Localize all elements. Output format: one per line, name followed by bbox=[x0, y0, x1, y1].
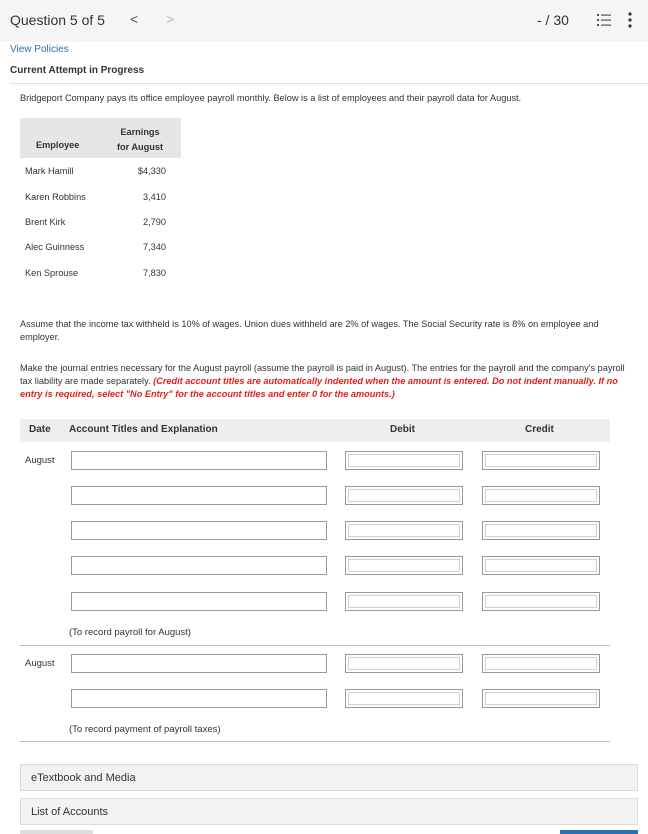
input-inner-border bbox=[348, 559, 460, 572]
input-inner-border bbox=[348, 595, 460, 608]
account-title-input[interactable] bbox=[71, 556, 327, 575]
previous-question-button[interactable]: < bbox=[130, 11, 139, 27]
question-list-icon[interactable] bbox=[597, 13, 611, 27]
entry2-date: August bbox=[25, 658, 55, 669]
account-title-input[interactable] bbox=[71, 486, 327, 505]
input-inner-border bbox=[485, 454, 597, 467]
debit-amount-input[interactable] bbox=[345, 521, 463, 540]
input-inner-border bbox=[485, 595, 597, 608]
credit-column-header: Credit bbox=[525, 424, 554, 435]
input-inner-border bbox=[485, 489, 597, 502]
question-title: Question 5 of 5 bbox=[10, 12, 105, 28]
account-title-input[interactable] bbox=[71, 689, 327, 708]
account-title-input[interactable] bbox=[71, 521, 327, 540]
journal-table-header bbox=[20, 419, 610, 442]
bottom-button-right[interactable] bbox=[560, 830, 638, 834]
debit-amount-input[interactable] bbox=[345, 592, 463, 611]
etextbook-label: eTextbook and Media bbox=[31, 772, 136, 784]
etextbook-panel[interactable] bbox=[20, 764, 638, 791]
account-title-input[interactable] bbox=[71, 592, 327, 611]
credit-amount-input[interactable] bbox=[482, 486, 600, 505]
problem-intro: Bridgeport Company pays its office employee payroll monthly. Below is a list of employees and their payroll data for August. bbox=[20, 93, 522, 103]
entry1-explanation: (To record payroll for August) bbox=[69, 627, 191, 638]
header-divider bbox=[10, 83, 648, 84]
credit-amount-input[interactable] bbox=[482, 521, 600, 540]
credit-amount-input[interactable] bbox=[482, 654, 600, 673]
credit-amount-input[interactable] bbox=[482, 689, 600, 708]
account-title-input[interactable] bbox=[71, 654, 327, 673]
input-inner-border bbox=[485, 657, 597, 670]
assumptions-text: Assume that the income tax withheld is 10% of wages. Union dues withheld are 2% of wages. The Social Security rate is 8% on employee and employer. bbox=[20, 319, 599, 342]
employee-earnings: 2,790 bbox=[143, 217, 166, 227]
entry2-explanation: (To record payment of payroll taxes) bbox=[69, 724, 221, 735]
employee-column-header: Employee bbox=[36, 140, 80, 150]
input-inner-border bbox=[348, 692, 460, 705]
input-inner-border bbox=[348, 489, 460, 502]
debit-amount-input[interactable] bbox=[345, 556, 463, 575]
input-inner-border bbox=[348, 657, 460, 670]
input-inner-border bbox=[485, 559, 597, 572]
employee-earnings: 3,410 bbox=[143, 192, 166, 202]
date-column-header: Date bbox=[29, 424, 51, 435]
employee-name: Ken Sprouse bbox=[25, 268, 79, 278]
account-column-header: Account Titles and Explanation bbox=[69, 424, 218, 435]
earnings-column-header: Earnings for August bbox=[116, 127, 164, 152]
instructions-warning: (Credit account titles are automatically indented when the amount is entered. Do not indent manually. If no entry is required, select "No Entry" for the account titles and enter 0 for the amounts.) bbox=[20, 376, 618, 399]
entry1-date: August bbox=[25, 455, 55, 466]
input-inner-border bbox=[485, 692, 597, 705]
entry-separator bbox=[20, 741, 610, 742]
employee-name: Mark Hamill bbox=[25, 166, 74, 176]
credit-amount-input[interactable] bbox=[482, 556, 600, 575]
more-options-icon[interactable] bbox=[627, 12, 633, 28]
debit-amount-input[interactable] bbox=[345, 689, 463, 708]
attempt-status: Current Attempt in Progress bbox=[10, 65, 145, 76]
employee-name: Karen Robbins bbox=[25, 192, 86, 202]
instructions-main: Make the journal entries necessary for the August payroll (assume the payroll is paid in August). The entries for the payroll and the company's payroll tax liability are made separately. bbox=[20, 363, 625, 386]
entry-separator bbox=[20, 645, 610, 646]
instructions-text bbox=[20, 362, 630, 401]
debit-amount-input[interactable] bbox=[345, 451, 463, 470]
credit-amount-input[interactable] bbox=[482, 592, 600, 611]
employee-name: Alec Guinness bbox=[25, 242, 85, 252]
employee-table-header bbox=[20, 118, 181, 158]
input-inner-border bbox=[348, 454, 460, 467]
input-inner-border bbox=[485, 524, 597, 537]
score-display: - / 30 bbox=[537, 12, 569, 28]
employee-earnings: 7,340 bbox=[143, 242, 166, 252]
debit-amount-input[interactable] bbox=[345, 654, 463, 673]
employee-earnings: $4,330 bbox=[137, 166, 166, 176]
employee-name: Brent Kirk bbox=[25, 217, 66, 227]
list-of-accounts-panel[interactable] bbox=[20, 798, 638, 825]
debit-column-header: Debit bbox=[390, 424, 415, 435]
credit-amount-input[interactable] bbox=[482, 451, 600, 470]
view-policies-link[interactable]: View Policies bbox=[10, 44, 69, 55]
debit-amount-input[interactable] bbox=[345, 486, 463, 505]
employee-earnings: 7,830 bbox=[143, 268, 166, 278]
input-inner-border bbox=[348, 524, 460, 537]
next-question-button[interactable]: > bbox=[166, 11, 175, 27]
top-bar bbox=[0, 0, 648, 42]
bottom-button-left[interactable] bbox=[20, 830, 93, 834]
list-of-accounts-label: List of Accounts bbox=[31, 806, 109, 818]
account-title-input[interactable] bbox=[71, 451, 327, 470]
